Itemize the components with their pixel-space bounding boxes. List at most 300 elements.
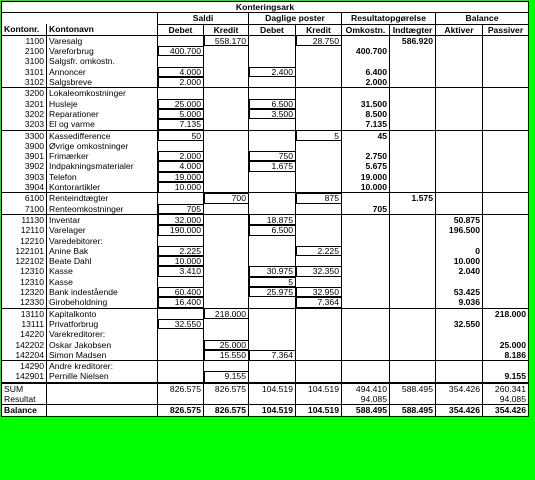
balance-aktiver-cell xyxy=(436,204,483,215)
balance-aktiver-cell xyxy=(436,236,483,246)
account-name-cell: Varesalg xyxy=(47,35,158,46)
account-number-cell: 3203 xyxy=(2,119,47,130)
daily-kredit-cell xyxy=(296,151,342,161)
table-row xyxy=(2,266,529,276)
daily-kredit-cell xyxy=(296,277,342,287)
table-row xyxy=(2,119,529,130)
table-row xyxy=(2,193,529,204)
saldi-kredit-cell xyxy=(204,361,249,372)
daily-debet-cell: 7.364 xyxy=(249,350,296,361)
result-row-cell xyxy=(436,394,483,405)
account-number-cell: 3904 xyxy=(2,182,47,193)
account-number-cell: 3200 xyxy=(2,88,47,99)
saldi-kredit-cell xyxy=(204,266,249,276)
balance-aktiver-cell xyxy=(436,77,483,88)
result-omkostn-cell xyxy=(342,214,390,225)
account-name-cell: Indpakningsmaterialer xyxy=(47,161,158,171)
result-indtaegter-cell xyxy=(390,236,436,246)
result-omkostn-cell xyxy=(342,350,390,361)
balance-aktiver-cell: 2.040 xyxy=(436,266,483,276)
balance-aktiver-cell: 9.036 xyxy=(436,297,483,308)
result-omkostn-cell xyxy=(342,340,390,350)
balance-passiver-cell xyxy=(483,161,529,171)
balance-aktiver-cell xyxy=(436,277,483,287)
result-indtaegter-cell xyxy=(390,109,436,119)
balance-passiver-cell xyxy=(483,225,529,235)
daily-debet-cell xyxy=(249,182,296,193)
table-row xyxy=(2,172,529,182)
balance-passiver-cell xyxy=(483,141,529,151)
balance-row-cell: 826.575 xyxy=(158,405,204,416)
saldi-kredit-cell: 700 xyxy=(204,193,249,204)
result-indtaegter-cell xyxy=(390,56,436,66)
balance-aktiver-cell xyxy=(436,329,483,339)
group-header-saldi: Saldi xyxy=(158,13,249,24)
result-indtaegter-cell xyxy=(390,204,436,215)
saldi-kredit-cell: 558.170 xyxy=(204,35,249,46)
daily-debet-cell: 750 xyxy=(249,151,296,161)
account-number-cell: 142204 xyxy=(2,350,47,361)
balance-passiver-cell xyxy=(483,266,529,276)
account-name-cell: Bank indestående xyxy=(47,287,158,297)
saldi-debet-cell: 50 xyxy=(158,130,204,141)
balance-row-cell: 354.426 xyxy=(436,405,483,416)
table-row xyxy=(2,225,529,235)
balance-passiver-cell: 8.186 xyxy=(483,350,529,361)
saldi-kredit-cell xyxy=(204,236,249,246)
saldi-debet-cell xyxy=(158,141,204,151)
result-indtaegter-cell xyxy=(390,297,436,308)
balance-aktiver-cell xyxy=(436,99,483,109)
table-row xyxy=(2,361,529,372)
saldi-kredit-cell xyxy=(204,172,249,182)
saldi-kredit-cell xyxy=(204,182,249,193)
table-row xyxy=(2,46,529,56)
balance-aktiver-cell xyxy=(436,193,483,204)
result-omkostn-cell: 2.000 xyxy=(342,77,390,88)
saldi-debet-cell xyxy=(158,340,204,350)
daily-debet-cell xyxy=(249,204,296,215)
saldi-debet-cell: 2.000 xyxy=(158,77,204,88)
table-row xyxy=(2,350,529,361)
saldi-debet-cell: 705 xyxy=(158,204,204,215)
daily-debet-cell xyxy=(249,88,296,99)
daily-kredit-cell xyxy=(296,204,342,215)
balance-passiver-cell: 9.155 xyxy=(483,371,529,382)
saldi-kredit-cell xyxy=(204,225,249,235)
daily-debet-cell xyxy=(249,297,296,308)
saldi-kredit-cell xyxy=(204,141,249,151)
table-row xyxy=(2,256,529,266)
result-row-cell xyxy=(47,394,158,405)
saldi-kredit-cell: 15.550 xyxy=(204,350,249,361)
daily-kredit-cell xyxy=(296,256,342,266)
result-omkostn-cell xyxy=(342,277,390,287)
result-omkostn-cell xyxy=(342,319,390,329)
daily-kredit-cell xyxy=(296,329,342,339)
balance-passiver-cell xyxy=(483,77,529,88)
table-row xyxy=(2,99,529,109)
saldi-kredit-cell xyxy=(204,130,249,141)
account-number-cell: 122101 xyxy=(2,246,47,256)
daily-debet-cell: 18.875 xyxy=(249,214,296,225)
daily-debet-cell xyxy=(249,319,296,329)
account-name-cell: Varelager xyxy=(47,225,158,235)
saldi-debet-cell: 60.400 xyxy=(158,287,204,297)
balance-passiver-cell xyxy=(483,151,529,161)
result-indtaegter-cell xyxy=(390,225,436,235)
title-row xyxy=(2,2,529,13)
balance-passiver-cell xyxy=(483,119,529,130)
balance-aktiver-cell xyxy=(436,56,483,66)
column-header-row xyxy=(2,24,529,35)
balance-aktiver-cell xyxy=(436,161,483,171)
sum-row xyxy=(2,383,529,394)
result-row-cell xyxy=(249,394,296,405)
balance-aktiver-cell xyxy=(436,361,483,372)
daily-debet-cell xyxy=(249,371,296,382)
daily-debet-cell: 6.500 xyxy=(249,99,296,109)
account-number-cell: 13111 xyxy=(2,319,47,329)
account-number-cell: 14290 xyxy=(2,361,47,372)
balance-aktiver-cell: 53.425 xyxy=(436,287,483,297)
result-indtaegter-cell xyxy=(390,371,436,382)
daily-kredit-cell: 2.225 xyxy=(296,246,342,256)
table-row xyxy=(2,141,529,151)
saldi-kredit-cell xyxy=(204,297,249,308)
result-indtaegter-cell xyxy=(390,287,436,297)
saldi-debet-cell: 25.000 xyxy=(158,99,204,109)
table-row xyxy=(2,287,529,297)
column-header: Omkostn. xyxy=(342,24,390,35)
balance-passiver-cell xyxy=(483,56,529,66)
table-row xyxy=(2,371,529,382)
account-name-cell: Reparationer xyxy=(47,109,158,119)
balance-passiver-cell xyxy=(483,99,529,109)
result-row-cell xyxy=(390,394,436,405)
result-indtaegter-cell xyxy=(390,77,436,88)
balance-aktiver-cell xyxy=(436,371,483,382)
result-omkostn-cell xyxy=(342,371,390,382)
account-name-cell: Privatforbrug xyxy=(47,319,158,329)
daily-kredit-cell xyxy=(296,172,342,182)
saldi-debet-cell: 2.225 xyxy=(158,246,204,256)
balance-aktiver-cell xyxy=(436,182,483,193)
daily-debet-cell: 1.675 xyxy=(249,161,296,171)
group-header-daglige-poster: Daglige poster xyxy=(249,13,342,24)
account-name-cell: Inventar xyxy=(47,214,158,225)
balance-aktiver-cell: 32.550 xyxy=(436,319,483,329)
table-row xyxy=(2,130,529,141)
balance-passiver-cell xyxy=(483,182,529,193)
saldi-debet-cell: 10.000 xyxy=(158,256,204,266)
daily-kredit-cell: 32.950 xyxy=(296,287,342,297)
balance-passiver-cell xyxy=(483,35,529,46)
balance-row-cell: 826.575 xyxy=(204,405,249,416)
daily-debet-cell: 25.975 xyxy=(249,287,296,297)
saldi-kredit-cell xyxy=(204,119,249,130)
account-name-cell: Anine Bak xyxy=(47,246,158,256)
balance-aktiver-cell xyxy=(436,350,483,361)
table-row xyxy=(2,329,529,339)
result-omkostn-cell: 31.500 xyxy=(342,99,390,109)
daily-debet-cell xyxy=(249,256,296,266)
result-omkostn-cell: 8.500 xyxy=(342,109,390,119)
saldi-debet-cell xyxy=(158,371,204,382)
account-name-cell: Oskar Jakobsen xyxy=(47,340,158,350)
daily-debet-cell xyxy=(249,35,296,46)
account-name-cell: Vareforbrug xyxy=(47,46,158,56)
account-name-cell: Andre kreditorer: xyxy=(47,361,158,372)
account-number-cell: 3902 xyxy=(2,161,47,171)
balance-passiver-cell xyxy=(483,130,529,141)
account-name-cell: Renteindtægter xyxy=(47,193,158,204)
account-name-cell: Kapitalkonto xyxy=(47,308,158,319)
result-indtaegter-cell xyxy=(390,350,436,361)
daily-debet-cell xyxy=(249,308,296,319)
result-omkostn-cell: 400.700 xyxy=(342,46,390,56)
balance-aktiver-cell xyxy=(436,308,483,319)
balance-row xyxy=(2,405,529,416)
saldi-kredit-cell xyxy=(204,246,249,256)
daily-kredit-cell xyxy=(296,236,342,246)
account-number-cell: 12310 xyxy=(2,266,47,276)
account-name-cell: Øvrige omkostninger xyxy=(47,141,158,151)
daily-kredit-cell xyxy=(296,371,342,382)
account-name-cell: Varedebitorer: xyxy=(47,236,158,246)
daily-debet-cell: 2.400 xyxy=(249,67,296,77)
result-indtaegter-cell xyxy=(390,67,436,77)
account-number-cell: 3101 xyxy=(2,67,47,77)
saldi-kredit-cell xyxy=(204,151,249,161)
account-name-cell: Annoncer xyxy=(47,67,158,77)
saldi-kredit-cell xyxy=(204,56,249,66)
table-row xyxy=(2,236,529,246)
result-indtaegter-cell xyxy=(390,99,436,109)
daily-kredit-cell xyxy=(296,319,342,329)
daily-kredit-cell xyxy=(296,182,342,193)
result-omkostn-cell: 2.750 xyxy=(342,151,390,161)
daily-debet-cell xyxy=(249,56,296,66)
balance-aktiver-cell: 50.875 xyxy=(436,214,483,225)
result-omkostn-cell: 705 xyxy=(342,204,390,215)
saldi-kredit-cell xyxy=(204,287,249,297)
table-row xyxy=(2,35,529,46)
account-name-cell: Kasse xyxy=(47,277,158,287)
daily-kredit-cell xyxy=(296,119,342,130)
result-indtaegter-cell xyxy=(390,308,436,319)
saldi-debet-cell: 400.700 xyxy=(158,46,204,56)
daily-kredit-cell xyxy=(296,308,342,319)
balance-passiver-cell: 218.000 xyxy=(483,308,529,319)
result-omkostn-cell xyxy=(342,297,390,308)
balance-passiver-cell xyxy=(483,361,529,372)
balance-aktiver-cell xyxy=(436,109,483,119)
result-row-cell xyxy=(296,394,342,405)
saldi-kredit-cell xyxy=(204,99,249,109)
account-name-cell: Kassedifference xyxy=(47,130,158,141)
result-indtaegter-cell xyxy=(390,119,436,130)
group-header-resultatopgoerelse: Resultatopgørelse xyxy=(342,13,436,24)
result-omkostn-cell: 10.000 xyxy=(342,182,390,193)
daily-debet-cell: 3.500 xyxy=(249,109,296,119)
result-omkostn-cell xyxy=(342,361,390,372)
saldi-debet-cell: 7.135 xyxy=(158,119,204,130)
daily-debet-cell xyxy=(249,77,296,88)
sum-row-cell xyxy=(47,383,158,394)
result-row-cell xyxy=(204,394,249,405)
saldi-kredit-cell xyxy=(204,46,249,56)
sum-row-cell: 826.575 xyxy=(204,383,249,394)
column-header: Kredit xyxy=(296,24,342,35)
daily-debet-cell xyxy=(249,46,296,56)
table-row xyxy=(2,277,529,287)
result-indtaegter-cell xyxy=(390,46,436,56)
daily-kredit-cell xyxy=(296,56,342,66)
table-row xyxy=(2,88,529,99)
result-omkostn-cell xyxy=(342,88,390,99)
saldi-debet-cell: 4.000 xyxy=(158,161,204,171)
daily-debet-cell xyxy=(249,141,296,151)
result-omkostn-cell xyxy=(342,225,390,235)
balance-passiver-cell xyxy=(483,67,529,77)
saldi-kredit-cell: 25.000 xyxy=(204,340,249,350)
table-row xyxy=(2,109,529,119)
konteringsark-table xyxy=(1,1,529,417)
account-number-cell: 12320 xyxy=(2,287,47,297)
result-indtaegter-cell xyxy=(390,256,436,266)
result-omkostn-cell xyxy=(342,246,390,256)
result-row-cell xyxy=(158,394,204,405)
saldi-debet-cell xyxy=(158,277,204,287)
balance-aktiver-cell xyxy=(436,119,483,130)
saldi-kredit-cell xyxy=(204,256,249,266)
account-name-cell: Salgsbreve xyxy=(47,77,158,88)
sum-row-cell: 260.341 xyxy=(483,383,529,394)
daily-debet-cell: 5 xyxy=(249,277,296,287)
account-number-cell: 3903 xyxy=(2,172,47,182)
daily-debet-cell xyxy=(249,246,296,256)
balance-aktiver-cell xyxy=(436,46,483,56)
table-row xyxy=(2,297,529,308)
balance-passiver-cell xyxy=(483,319,529,329)
balance-row-cell: 104.519 xyxy=(296,405,342,416)
sum-row-cell: 354.426 xyxy=(436,383,483,394)
result-omkostn-cell xyxy=(342,287,390,297)
daily-debet-cell xyxy=(249,361,296,372)
balance-passiver-cell xyxy=(483,88,529,99)
account-number-cell: 3100 xyxy=(2,56,47,66)
saldi-debet-cell: 32.000 xyxy=(158,214,204,225)
daily-debet-cell: 30.975 xyxy=(249,266,296,276)
balance-row-cell: 354.426 xyxy=(483,405,529,416)
account-name-cell: Salgsfr. omkostn. xyxy=(47,56,158,66)
daily-kredit-cell xyxy=(296,88,342,99)
account-name-cell: Renteomkostninger xyxy=(47,204,158,215)
balance-aktiver-cell: 196.500 xyxy=(436,225,483,235)
saldi-debet-cell: 3.410 xyxy=(158,266,204,276)
account-name-cell: Frimærker xyxy=(47,151,158,161)
table-row xyxy=(2,214,529,225)
daily-kredit-cell: 28.750 xyxy=(296,35,342,46)
result-omkostn-cell: 6.400 xyxy=(342,67,390,77)
saldi-debet-cell xyxy=(158,193,204,204)
account-number-cell: 6100 xyxy=(2,193,47,204)
result-omkostn-cell xyxy=(342,141,390,151)
account-name-cell: Varekreditorer: xyxy=(47,329,158,339)
balance-row-cell: 104.519 xyxy=(249,405,296,416)
daily-kredit-cell xyxy=(296,225,342,235)
account-number-cell: 7100 xyxy=(2,204,47,215)
daily-kredit-cell xyxy=(296,67,342,77)
result-indtaegter-cell: 1.575 xyxy=(390,193,436,204)
account-name-cell: Husleje xyxy=(47,99,158,109)
result-omkostn-cell: 45 xyxy=(342,130,390,141)
balance-aktiver-cell xyxy=(436,130,483,141)
saldi-kredit-cell xyxy=(204,329,249,339)
account-number-cell: 14220 xyxy=(2,329,47,339)
saldi-kredit-cell xyxy=(204,214,249,225)
balance-passiver-cell xyxy=(483,193,529,204)
balance-row-cell: 588.495 xyxy=(342,405,390,416)
saldi-kredit-cell xyxy=(204,109,249,119)
account-number-cell: 3102 xyxy=(2,77,47,88)
saldi-kredit-cell: 218.000 xyxy=(204,308,249,319)
balance-passiver-cell xyxy=(483,236,529,246)
balance-aktiver-cell xyxy=(436,141,483,151)
saldi-kredit-cell: 9.155 xyxy=(204,371,249,382)
account-number-cell: 3201 xyxy=(2,99,47,109)
account-number-cell: 3901 xyxy=(2,151,47,161)
result-indtaegter-cell xyxy=(390,141,436,151)
daily-debet-cell xyxy=(249,172,296,182)
result-omkostn-cell xyxy=(342,329,390,339)
saldi-debet-cell: 5.000 xyxy=(158,109,204,119)
column-header: Debet xyxy=(249,24,296,35)
group-header-row xyxy=(2,13,529,24)
sum-row-cell: 104.519 xyxy=(249,383,296,394)
balance-passiver-cell xyxy=(483,214,529,225)
account-name-cell: Beate Dahl xyxy=(47,256,158,266)
saldi-debet-cell xyxy=(158,361,204,372)
saldi-debet-cell xyxy=(158,350,204,361)
account-number-cell: 11130 xyxy=(2,214,47,225)
daily-kredit-cell: 5 xyxy=(296,130,342,141)
daily-debet-cell xyxy=(249,329,296,339)
daily-kredit-cell xyxy=(296,350,342,361)
result-indtaegter-cell xyxy=(390,88,436,99)
balance-aktiver-cell xyxy=(436,88,483,99)
sum-row-cell: 104.519 xyxy=(296,383,342,394)
balance-aktiver-cell xyxy=(436,35,483,46)
account-number-cell: 3202 xyxy=(2,109,47,119)
daily-kredit-cell xyxy=(296,109,342,119)
balance-passiver-cell xyxy=(483,329,529,339)
saldi-debet-cell: 190.000 xyxy=(158,225,204,235)
saldi-kredit-cell xyxy=(204,161,249,171)
result-indtaegter-cell xyxy=(390,361,436,372)
result-omkostn-cell xyxy=(342,308,390,319)
account-name-cell: El og varme xyxy=(47,119,158,130)
balance-passiver-cell xyxy=(483,277,529,287)
table-row xyxy=(2,77,529,88)
table-row xyxy=(2,56,529,66)
result-omkostn-cell: 5.675 xyxy=(342,161,390,171)
saldi-debet-cell xyxy=(158,236,204,246)
table-row xyxy=(2,161,529,171)
sum-row-cell: 826.575 xyxy=(158,383,204,394)
sheet-title: Konteringsark xyxy=(2,2,529,13)
